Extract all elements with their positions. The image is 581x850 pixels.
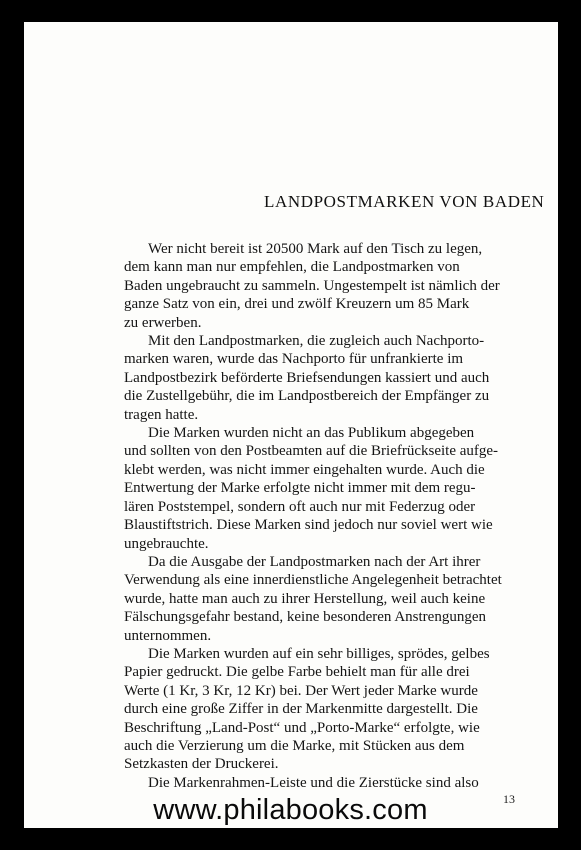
text-line: zu erwerben.: [124, 314, 202, 331]
text-line: Wer nicht bereit ist 20500 Mark auf den Tisch zu legen,: [148, 241, 483, 257]
text-line: Fälschungsgefahr bestand, keine besonderen Anstrengungen: [124, 609, 486, 626]
text-line: und sollten von den Postbeamten auf die Briefrückseite aufge-: [124, 443, 499, 460]
text-line: marken waren, wurde das Nachporto für unfrankierte im: [124, 351, 464, 368]
text-line: lären Poststempel, sondern oft auch nur mit Federzug oder: [124, 498, 476, 515]
text-line: auch die Verzierung um die Marke, mit Stücken aus dem: [124, 737, 465, 754]
text-line: Landpostbezirk beförderte Briefsendungen kassiert und auch: [124, 369, 490, 386]
text-line: Da die Ausgabe der Landpostmarken nach der Art ihrer: [148, 553, 481, 570]
paragraph: [124, 774, 518, 792]
text-line: Verwendung als eine innerdienstliche Angelegenheit betrachtet: [124, 572, 502, 589]
text-line: dem kann man nur empfehlen, die Landpostmarken von: [124, 259, 460, 276]
text-line: Setzkasten der Druckerei.: [124, 756, 279, 773]
book-page: [24, 22, 558, 828]
paragraph: [124, 424, 518, 553]
text-line: Blaustiftstrich. Diese Marken sind jedoch nur soviel wert wie: [124, 517, 493, 534]
text-line: Mit den Landpostmarken, die zugleich auch Nachporto-: [148, 333, 485, 350]
body-text: [124, 240, 518, 792]
text-line: klebt werden, was nicht immer eingehalten wurde. Auch die: [124, 461, 485, 478]
paragraph: [124, 553, 518, 645]
chapter-heading: LANDPOSTMARKEN VON BADEN: [264, 192, 545, 211]
text-line: ungebrauchte.: [124, 535, 209, 552]
text-line: wurde, hatte man auch zu ihrer Herstellung, weil auch keine: [124, 590, 486, 607]
text-line: Baden ungebraucht zu sammeln. Ungestempelt ist nämlich der: [124, 277, 500, 294]
text-line: Werte (1 Kr, 3 Kr, 12 Kr) bei. Der Wert jeder Marke wurde: [124, 682, 478, 699]
text-line: Entwertung der Marke erfolgte nicht immer mit dem regu-: [124, 480, 476, 497]
paragraph: [124, 240, 518, 332]
text-line: die Zustellgebühr, die im Landpostbereich der Empfänger zu: [124, 388, 490, 405]
text-line: Papier gedruckt. Die gelbe Farbe behielt man für alle drei: [124, 664, 470, 681]
text-line: tragen hatte.: [124, 406, 199, 423]
text-line: Beschriftung „Land-Post“ und „Porto-Marke“ erfolgte, wie: [124, 719, 480, 736]
text-line: Die Marken wurden nicht an das Publikum abgegeben: [148, 425, 475, 442]
paragraph: [124, 645, 518, 774]
text-line: ganze Satz von ein, drei und zwölf Kreuzern um 85 Mark: [124, 296, 470, 313]
page-number: 13: [503, 792, 515, 806]
text-line: unternommen.: [124, 627, 212, 644]
watermark-url: www.philabooks.com: [153, 794, 428, 826]
paragraph: [124, 332, 518, 424]
text-line: Die Markenrahmen-Leiste und die Zierstücke sind also: [148, 774, 479, 791]
text-line: durch eine große Ziffer in der Markenmitte dargestellt. Die: [124, 701, 478, 718]
text-line: Die Marken wurden auf ein sehr billiges, sprödes, gelbes: [148, 645, 490, 662]
